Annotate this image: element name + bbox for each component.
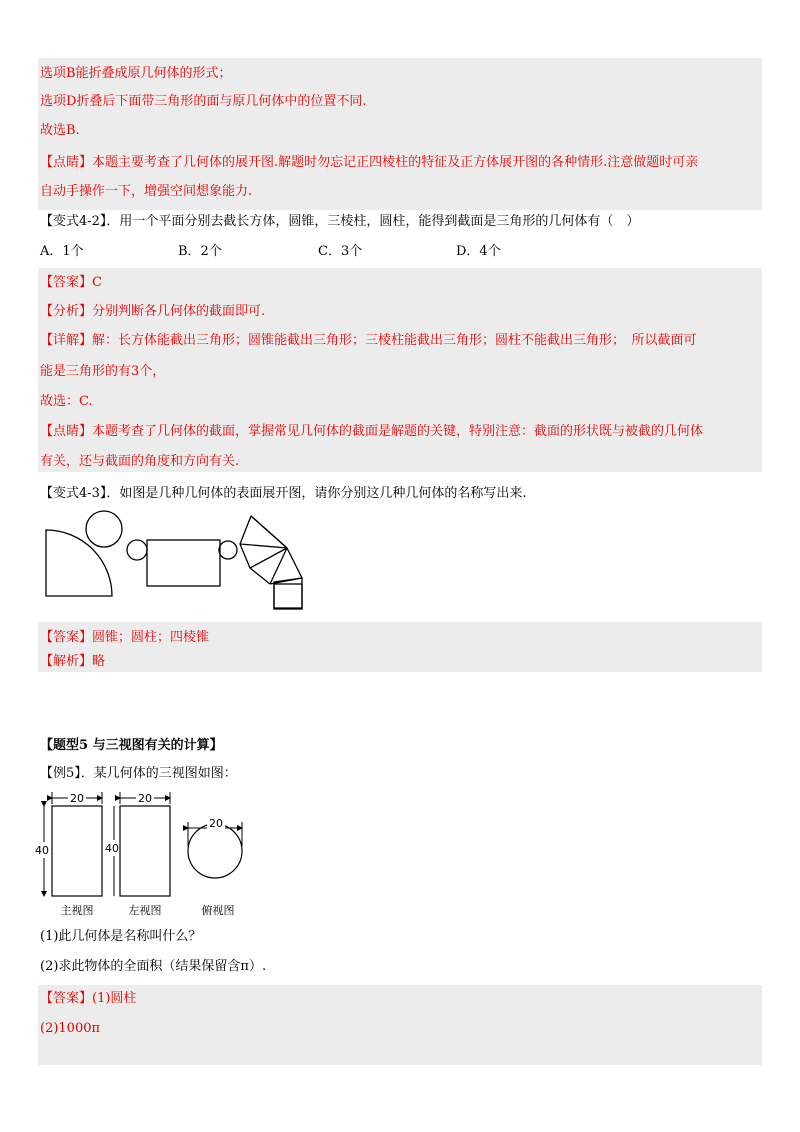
section-5-title: 【题型5 与三视图有关的计算】 (40, 738, 223, 753)
q43-stem: 【变式4-3】．如图是几种几何体的表面展开图，请你分别这几种几何体的名称写出来. (40, 486, 527, 501)
nets-figure (0, 508, 800, 618)
answer-2: (2)1000π (40, 1021, 101, 1036)
answer-1: 【答案】(1)圆柱 (40, 991, 137, 1006)
question-2: (2)求此物体的全面积（结果保留含π）. (40, 959, 267, 974)
q42-option-b: B．2个 (178, 244, 222, 259)
dianjing-1 (40, 153, 698, 173)
dianjing-1-cont: 自动手操作一下，增强空间想象能力. (40, 184, 253, 199)
option-d-note: 选项D折叠后下面带三角形的面与原几何体中的位置不同. (40, 94, 367, 109)
left-view (104, 792, 170, 917)
dianjing-text: 本题主要考查了几何体的展开图.解题时勿忘记正四棱柱的特征及正方体展开图的各种情形.注意做题时可亲 (92, 155, 699, 170)
pyramid-net (240, 516, 302, 609)
dianjing-tag: 【点睛】 (40, 155, 93, 170)
q42-conclusion: 故选：C. (40, 394, 93, 409)
q42-detail: 【详解】解：长方体能截出三角形；圆锥能截出三角形；三棱柱能截出三角形；圆柱不能截出三角形； 所以截面可 (40, 333, 697, 348)
left-view-height: 40 (105, 842, 119, 855)
q43-analysis: 【解析】略 (40, 654, 106, 669)
solution-block-4 (38, 985, 762, 1065)
front-view (34, 792, 102, 917)
cylinder-net (127, 540, 237, 586)
q43-answer: 【答案】圆锥；圆柱；四棱锥 (40, 630, 210, 645)
option-b-note: 选项B能折叠成原几何体的形式； (40, 66, 232, 81)
q42-stem: 【变式4-2】．用一个平面分别去截长方体，圆锥，三棱柱，圆柱，能得到截面是三角形的几何体有（ ） (40, 214, 640, 229)
cone-net (46, 511, 122, 596)
top-view (188, 817, 242, 917)
example-5-stem: 【例5】．某几何体的三视图如图： (40, 766, 237, 781)
front-view-width: 20 (70, 792, 84, 805)
q42-detail-cont: 能是三角形的有3个， (40, 364, 166, 379)
q42-analysis: 【分析】分别判断各几何体的截面即可. (40, 304, 266, 319)
top-view-label: 俯视图 (201, 904, 235, 917)
choose-b: 故选B. (40, 123, 80, 138)
three-views-figure (32, 790, 292, 920)
q42-option-a: A．1个 (40, 244, 84, 259)
q42-option-d: D．4个 (456, 244, 501, 259)
q42-dianjing-cont: 有关，还与截面的角度和方向有关. (40, 454, 240, 469)
q42-answer: 【答案】C (40, 275, 102, 290)
front-view-label: 主视图 (60, 904, 94, 917)
front-view-height: 40 (35, 844, 49, 857)
q42-option-c: C．3个 (318, 244, 363, 259)
left-view-width: 20 (138, 792, 152, 805)
left-view-label: 左视图 (128, 904, 162, 917)
top-view-width: 20 (209, 817, 223, 830)
q42-dianjing: 【点睛】本题考查了几何体的截面，掌握常见几何体的截面是解题的关键，特别注意：截面的形状既与被截的几何体 (40, 424, 704, 439)
question-1: (1)此几何体是名称叫什么？ (40, 929, 202, 944)
